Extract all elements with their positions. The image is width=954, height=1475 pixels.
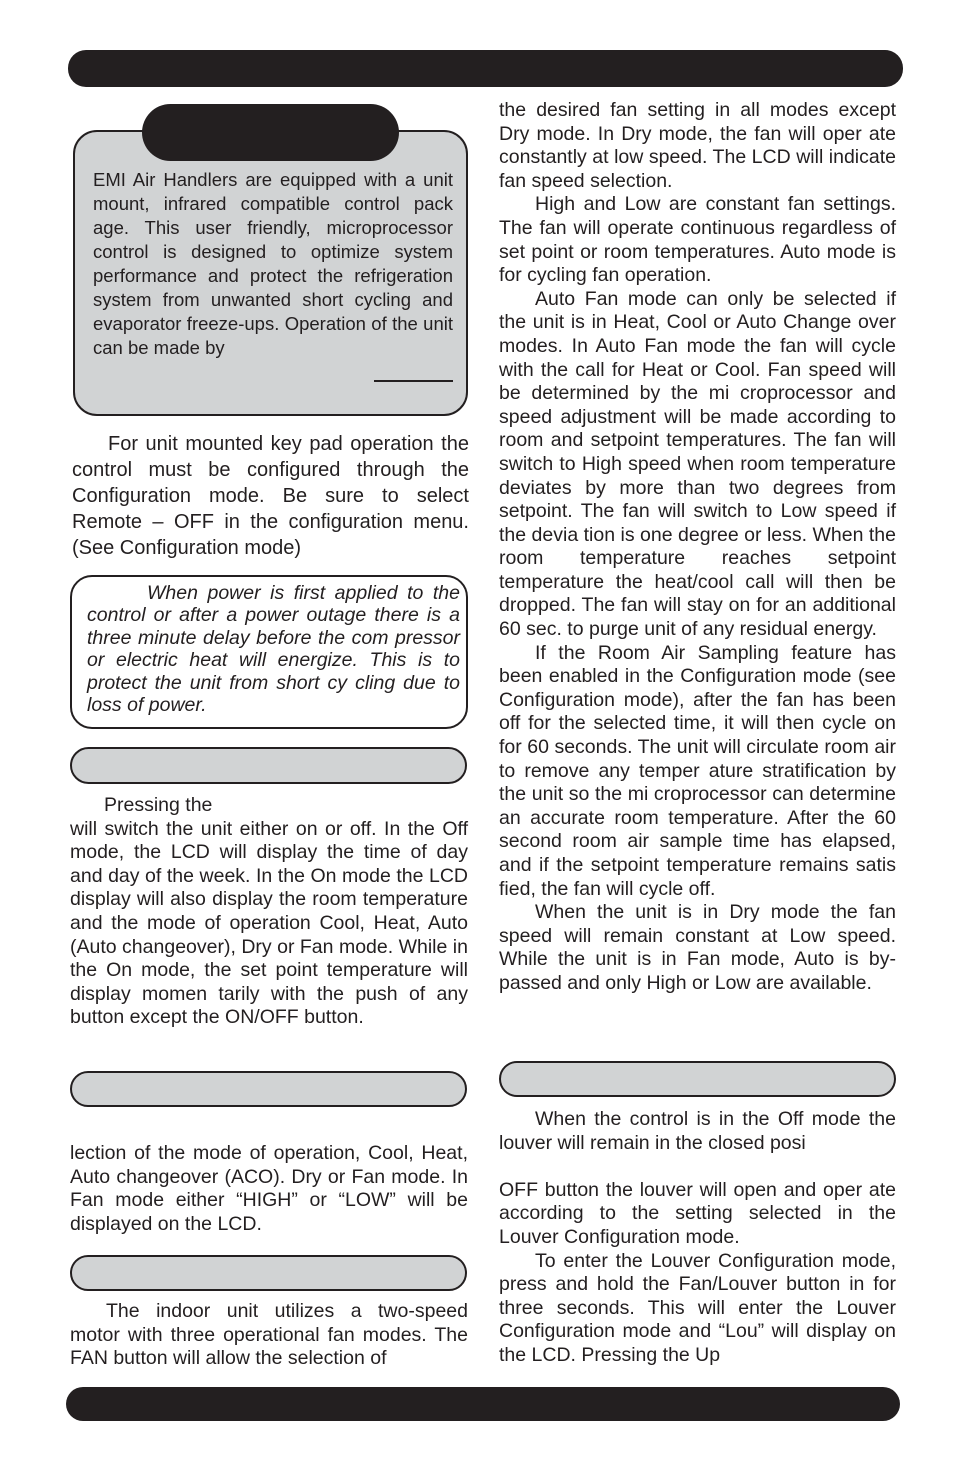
mode-section xyxy=(70,1142,468,1236)
header-bar xyxy=(68,50,903,87)
dry-mode-paragraph: When the unit is in Dry mode the fan speed will remain constant at Low speed. While the unit is in Fan mode, Auto is by-passed and only High or Low are available. xyxy=(499,901,896,994)
mode-paragraph: lection of the mode of operation, Cool, Heat, Auto changeover (ACO). Dry or Fan mode. In Fan mode either “HIGH” or “LOW” will be displayed on the LCD. xyxy=(70,1142,468,1235)
louver-config-paragraph: To enter the Louver Configuration mode, press and hold the Fan/Louver button in for three seconds. This will enter the Louver Configuration mode and “Lou” will display on the LCD. Pressing the Up xyxy=(499,1249,896,1366)
louver-paragraph-1b: OFF button the louver will open and oper ate according to the setting selected in the Louver Configuration mode. xyxy=(499,1178,896,1248)
onoff-paragraph: will switch the unit either on or off. In the Off mode, the LCD will display the time of day and day of the week. In the On mode the LCD display will also display the room temperature and the mode of operation Cool, Heat, Auto (Auto changeover), Dry or Fan mode. While in the On mode, the set point temperature will display momen tarily with the push of any button except the ON/OFF button. xyxy=(70,817,468,1029)
room-air-sampling-paragraph: If the Room Air Sampling feature has been enabled in the Configuration mode (see Configuration mode), after the fan has been off for the selected time, it will then cycle on for 60 seconds. The unit will circulate room air to remove any temper ature stratification by the unit so the mi croprocessor can determine an accurate room temperature. After the 60 second room air sample time has elapsed, and if the setpoint temperature remains satis fied, the fan will cycle off. xyxy=(499,641,896,900)
intro-underline xyxy=(374,380,453,382)
footer-bar xyxy=(66,1387,900,1421)
intro-heading-tab xyxy=(142,104,399,161)
mode-heading-pill xyxy=(70,1071,467,1107)
fan-paragraph: The indoor unit utilizes a two-speed motor with three operational fan modes. The FAN button will allow the selection of xyxy=(70,1300,468,1370)
louver-paragraph-1a: When the control is in the Off mode the louver will remain in the closed posi xyxy=(499,1108,896,1154)
louver-heading-pill xyxy=(499,1061,896,1097)
onoff-lead: Pressing the xyxy=(104,794,213,816)
keypad-section xyxy=(72,431,469,561)
right-column xyxy=(499,99,896,996)
onoff-section xyxy=(70,794,468,1030)
auto-fan-paragraph: Auto Fan mode can only be selected if the unit is in Heat, Cool or Auto Change over modes. In Auto Fan mode the fan will cycle with the call for Heat or Cool. Fan speed will be determined by the mi croprocessor and speed adjustment will be made according to room and setpoint temperatures. The fan will switch to High speed when room temperature deviates by more than two degrees from setpoint. The fan will switch to Low speed if the devia tion is one degree or less. When the room temperature reaches setpoint temperature the heat/cool call will then be dropped. The fan will stay on for an additional 60 sec. to purge unit of any residual energy. xyxy=(499,287,896,641)
fan-heading-pill xyxy=(70,1255,467,1291)
intro-text: EMI Air Handlers are equipped with a unit mount, infrared compatible control pack age. This user friendly, microprocessor control is designed to optimize system performance and protect the refrigeration system from unwanted short cycling and evaporator freeze-ups. Operation of the unit can be made by xyxy=(93,169,453,358)
louver-section xyxy=(499,1108,896,1368)
keypad-paragraph: For unit mounted key pad operation the control must be configured through the Configuration mode. Be sure to select Remote – OFF in the configuration menu. (See Configuration mode) xyxy=(72,433,469,559)
constant-fan-paragraph: High and Low are constant fan settings. The fan will operate continuous regardless of set point or room temperatures. Auto mode is for cycling fan operation. xyxy=(499,193,896,287)
power-note-text: When power is first applied to the control or after a power outage there is a three minute delay before the com pressor or electric heat will energize. This is to protect the unit from short cy cling due to loss of power. xyxy=(87,582,460,717)
fan-setting-paragraph: the desired fan setting in all modes except Dry mode. In Dry mode, the fan will oper ate constantly at low speed. The LCD will indicate fan speed selection. xyxy=(499,99,896,192)
onoff-heading-pill xyxy=(70,747,467,784)
fan-section xyxy=(70,1300,468,1371)
